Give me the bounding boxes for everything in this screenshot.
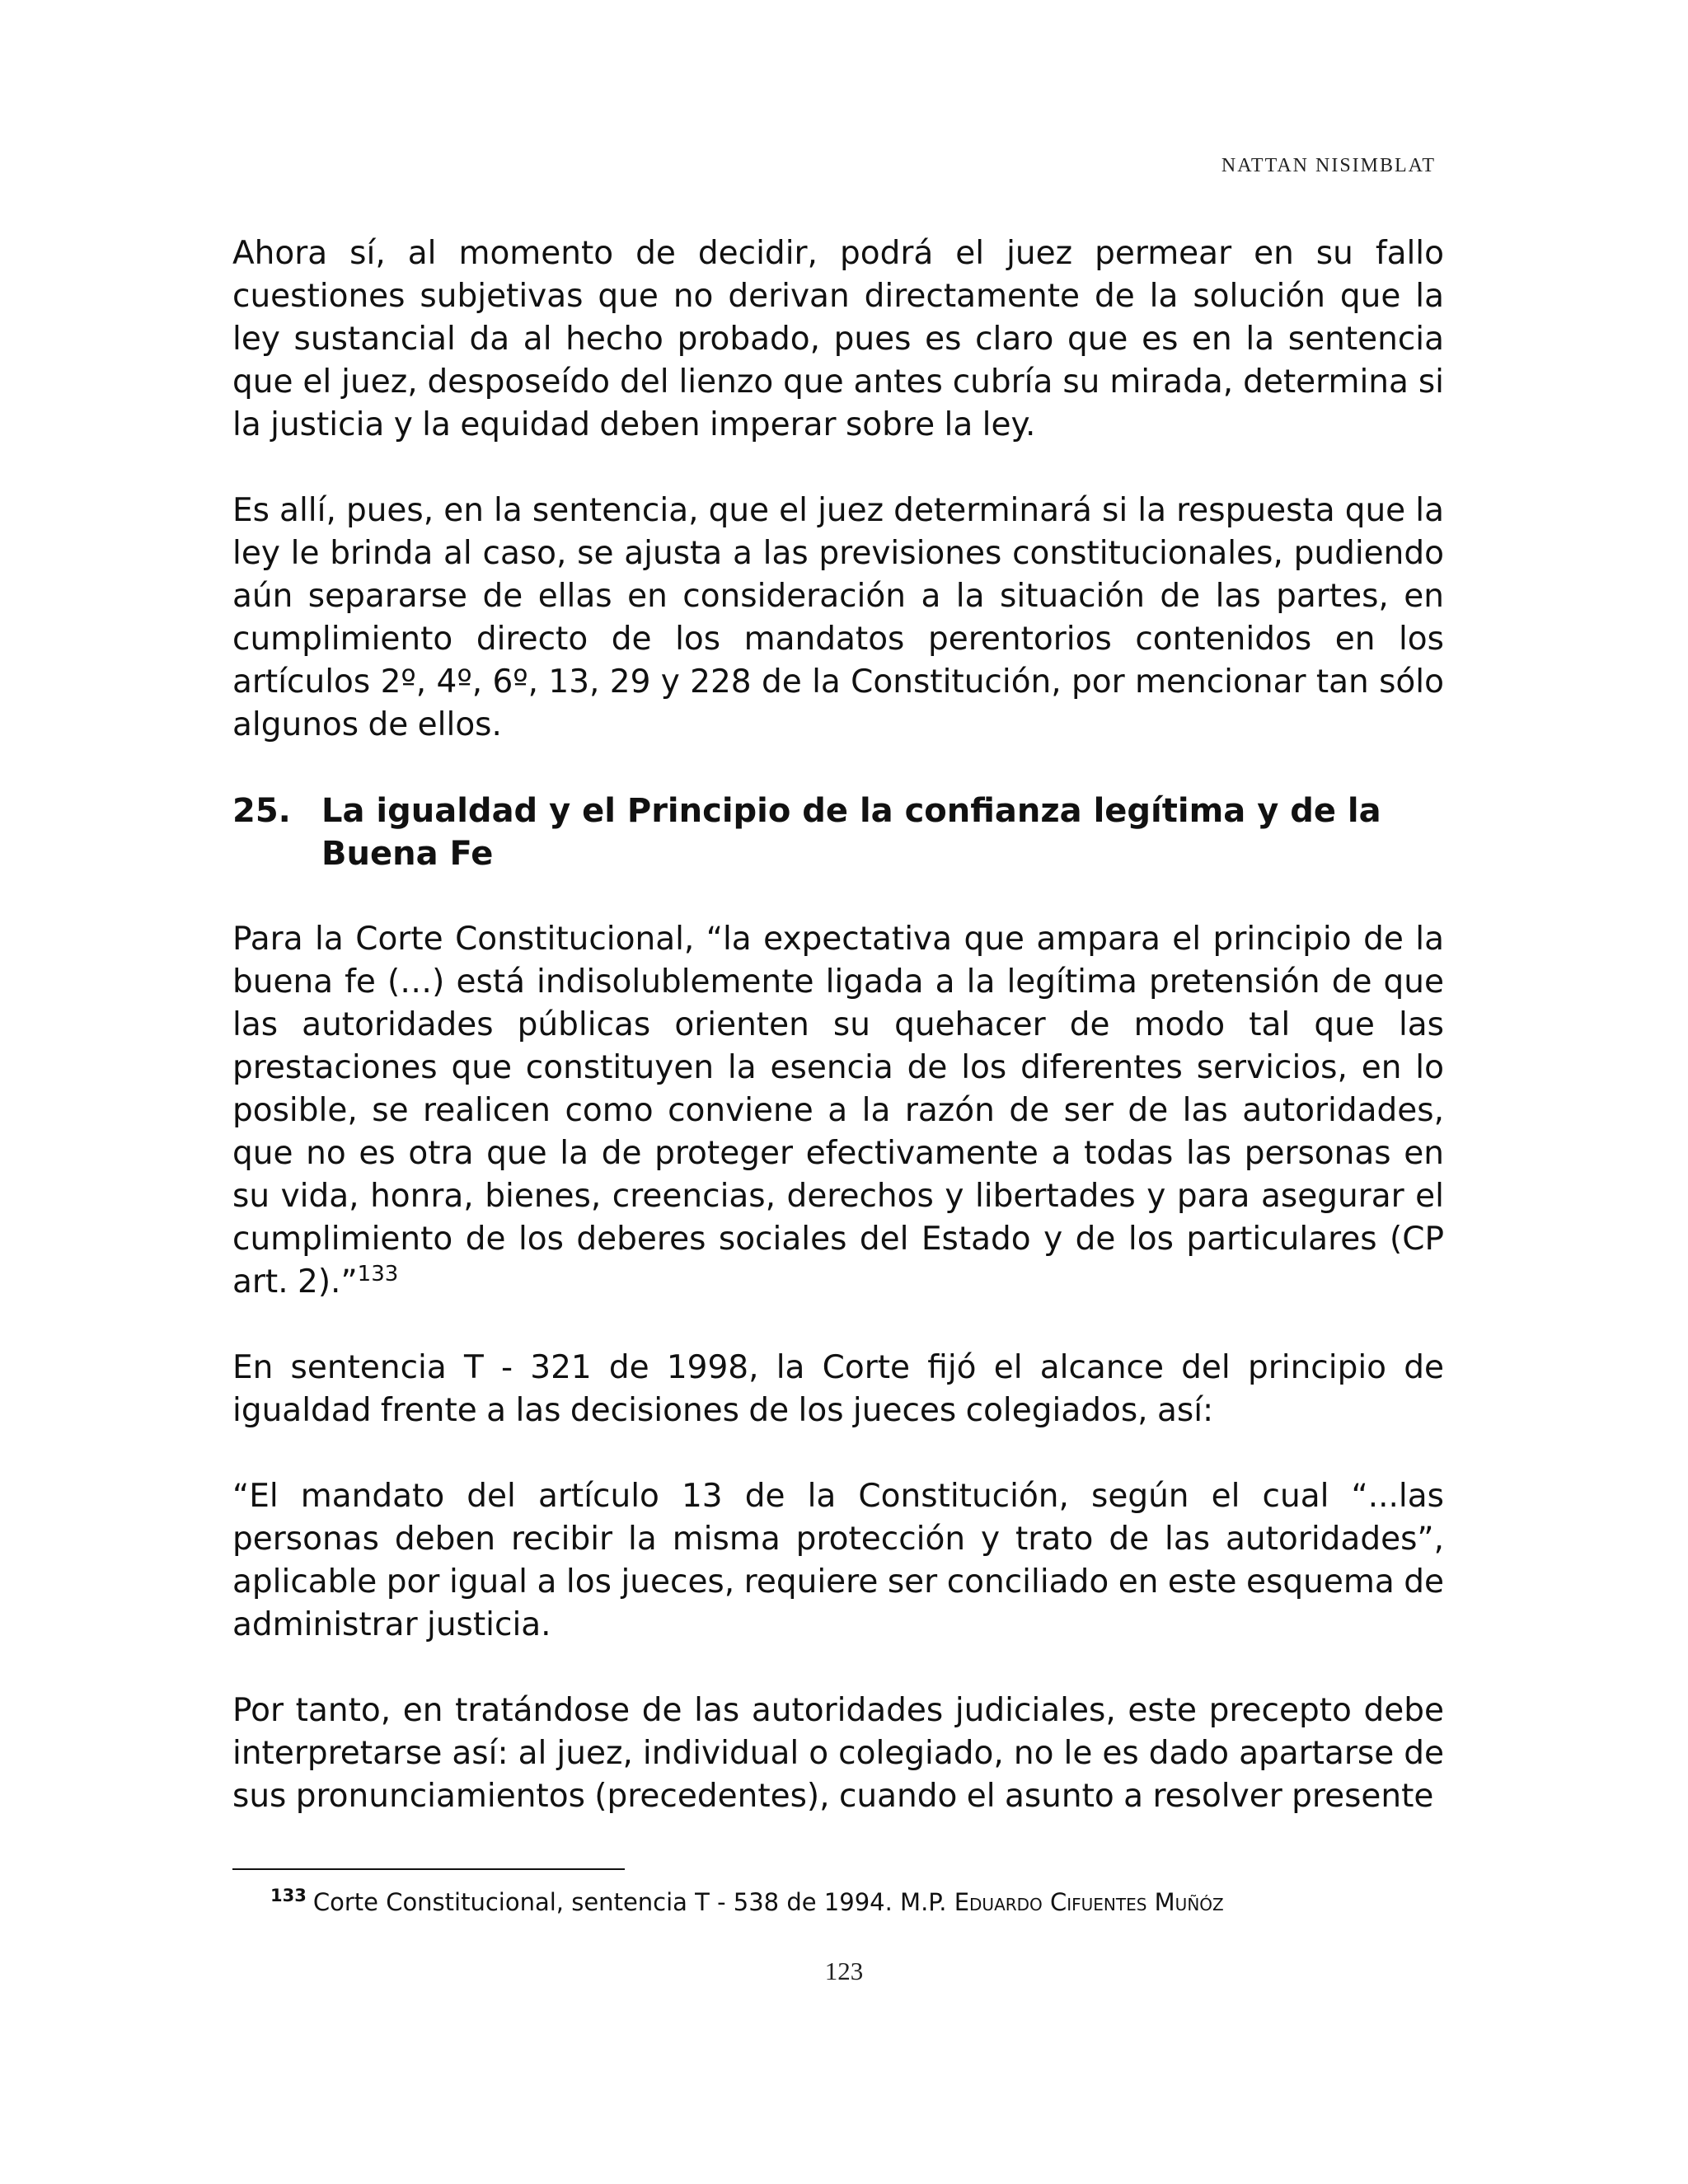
section-number: 25. — [232, 792, 291, 830]
footnote-separator — [232, 1868, 625, 1870]
paragraph-3 — [232, 918, 1444, 1304]
page-number: 123 — [824, 1957, 864, 1985]
paragraph-5: “El mandato del artículo 13 de la Constitución, según el cual “...las personas deben recibir la misma protección y trato de las autoridades”, aplicable por igual a los jueces, requiere ser conciliado en este esquema de administrar justicia. — [232, 1478, 1444, 1643]
footnote-reference: 133 — [357, 1262, 399, 1286]
page-body — [232, 232, 1444, 1861]
footnote-text: Corte Constitucional, sentencia T - 538 de 1994. M.P. — [312, 1888, 947, 1916]
paragraph-6: Por tanto, en tratándose de las autoridades judiciales, este precepto debe interpretarse así: al juez, individual o colegiado, no le es dado apartarse de sus pronunciamientos (precedentes), cuando el asunto a resolver presente — [232, 1692, 1444, 1815]
footnote-number: 133 — [270, 1886, 307, 1906]
paragraph-1: Ahora sí, al momento de decidir, podrá el juez permear en su fallo cuestiones subjetivas que no derivan directamente de la solución que la ley sustancial da al hecho probado, pues es claro que es en la sentencia que el juez, desposeído del lienzo que antes cubría su mirada, determina si la justicia y la equidad deben imperar sobre la ley. — [232, 235, 1444, 443]
footnote — [270, 1884, 1224, 1920]
paragraph-3-text: Para la Corte Constitucional, “la expectativa que ampara el principio de la buena fe (…) está indisolublemente ligada a la legítima pretensión de que las autoridades públicas orienten su quehacer de modo tal que las prestaciones que constituyen la esencia de los diferentes servicios, en lo posible, se realicen como conviene a la razón de ser de las autoridades, que no es otra que la de proteger efectivamente a todas las personas en su vida, honra, bienes, creencias, derechos y libertades y para asegurar el cumplimiento de los deberes sociales del Estado y de los particulares (CP art. 2).” — [232, 921, 1444, 1301]
footnote-author: Eduardo Cifuentes Muñóz — [954, 1888, 1224, 1916]
paragraph-4: En sentencia T - 321 de 1998, la Corte fijó el alcance del principio de igualdad frente a las decisiones de los jueces colegiados, así: — [232, 1349, 1444, 1429]
section-title: La igualdad y el Principio de la confianza legítima y de la Buena Fe — [321, 792, 1381, 873]
paragraph-2: Es allí, pues, en la sentencia, que el juez determinará si la respuesta que la ley le brinda al caso, se ajusta a las previsiones constitucionales, pudiendo aún separarse de ellas en consideración a la situación de las partes, en cumplimiento directo de los mandatos perentorios contenidos en los artículos 2º, 4º, 6º, 13, 29 y 228 de la Constitución, por mencionar tan sólo algunos de ellos. — [232, 492, 1444, 743]
running-header-author: NATTAN NISIMBLAT — [1221, 155, 1436, 176]
section-heading — [232, 790, 1444, 875]
